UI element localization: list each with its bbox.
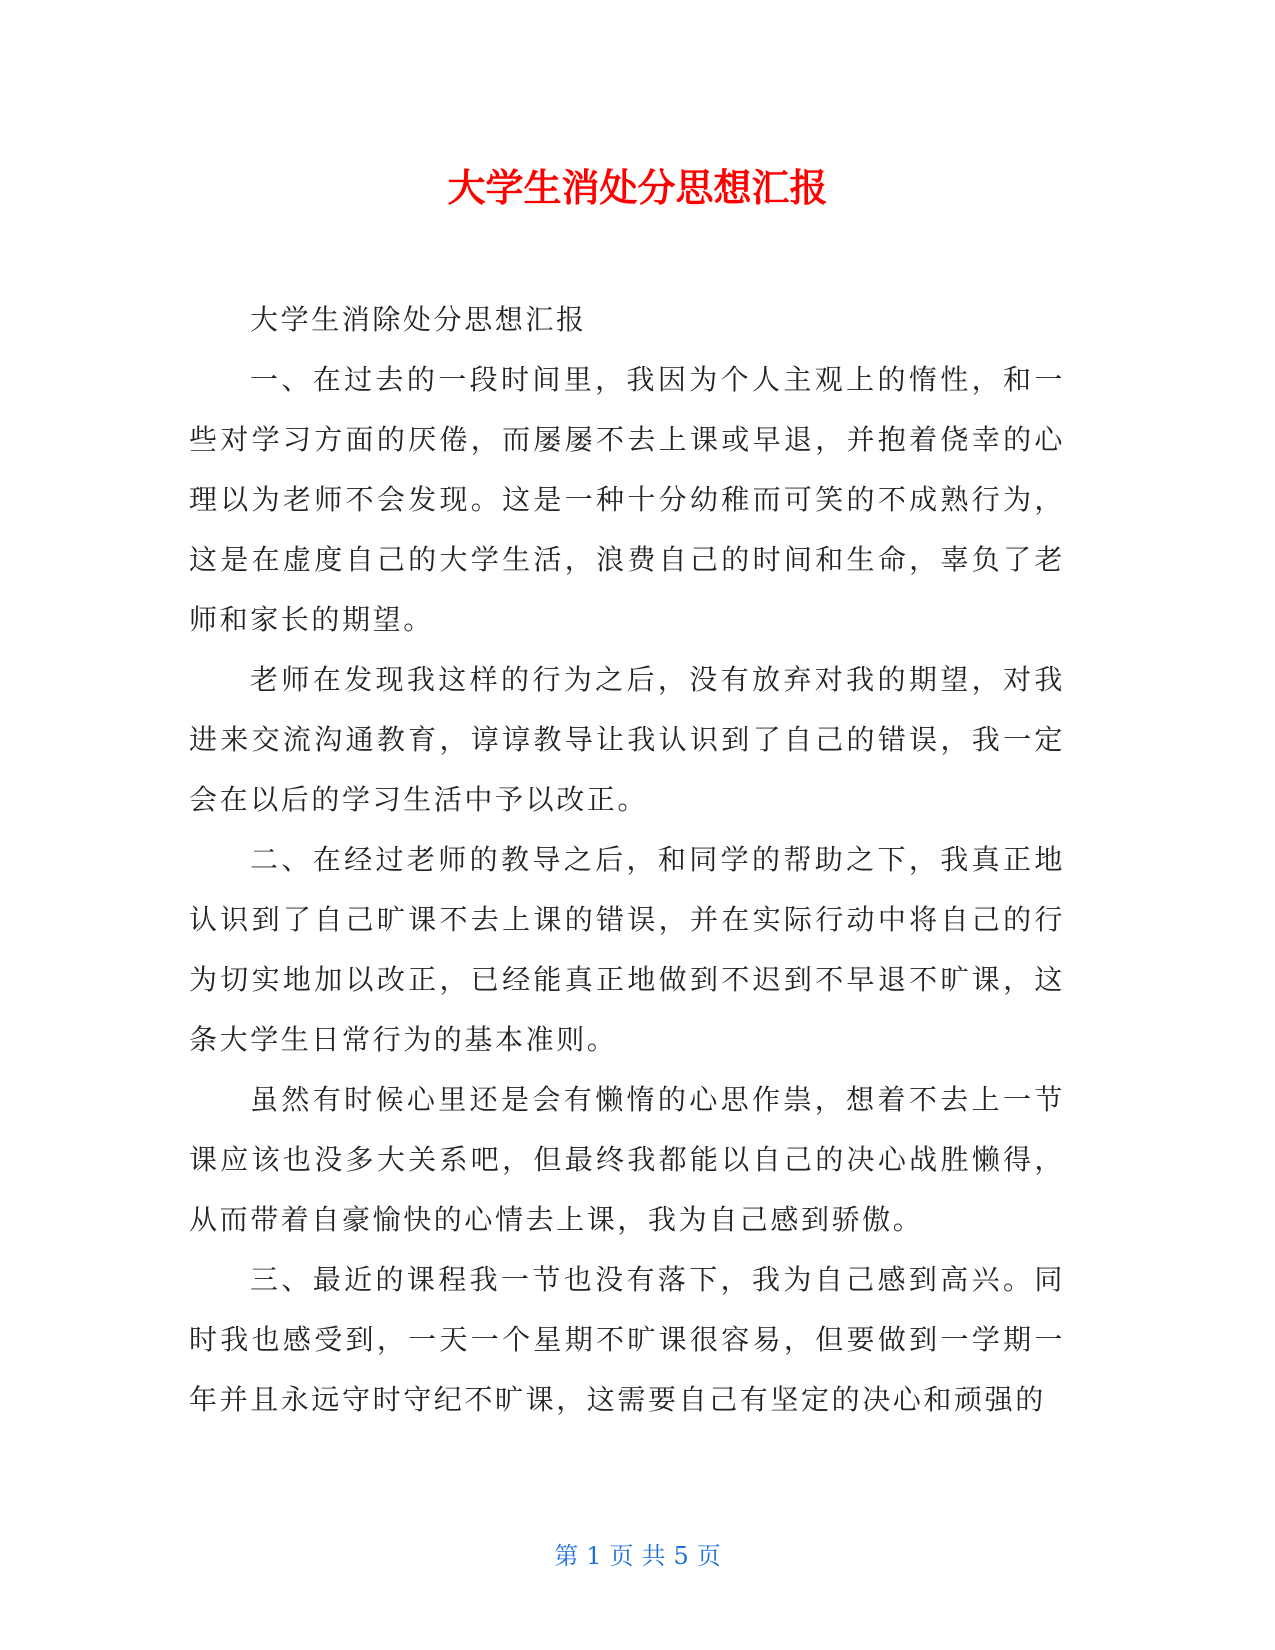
footer-total-prefix: 共 (641, 1542, 666, 1570)
paragraph-subtitle: 大学生消除处分思想汇报 (250, 303, 587, 336)
paragraph-4: 虽然有时候心里还是会有懒惰的心思作祟，想着不去上一节课应该也没多大关系吧，但最终我都能以自己的决心战胜懒得，从而带着自豪愉快的心情去上课，我为自己感到骄傲。 (189, 1083, 1065, 1236)
footer-page-prefix: 第 (554, 1542, 579, 1570)
paragraph-5: 三、最近的课程我一节也没有落下，我为自己感到高兴。同时我也感受到，一天一个星期不旷课很容易，但要做到一学期一年并且永远守时守纪不旷课，这需要自己有坚定的决心和顽强的 (189, 1263, 1065, 1416)
paragraph-1: 一、在过去的一段时间里，我因为个人主观上的惰性，和一些对学习方面的厌倦，而屡屡不去上课或早退，并抱着侥幸的心理以为老师不会发现。这是一种十分幼稚而可笑的不成熟行为，这是在虚度自己的大学生活，浪费自己的时间和生命，辜负了老师和家长的期望。 (189, 363, 1065, 636)
footer-page-number: 1 (586, 1542, 602, 1570)
footer-page-mid: 页 (609, 1542, 634, 1570)
document-body (189, 290, 1065, 1430)
paragraph-2: 老师在发现我这样的行为之后，没有放弃对我的期望，对我进来交流沟通教育，谆谆教导让我认识到了自己的错误，我一定会在以后的学习生活中予以改正。 (189, 663, 1065, 816)
page-footer (0, 1541, 1275, 1571)
footer-total-pages: 5 (673, 1542, 689, 1570)
document-title: 大学生消处分思想汇报 (447, 166, 828, 210)
footer-total-suffix: 页 (696, 1542, 721, 1570)
paragraph-3: 二、在经过老师的教导之后，和同学的帮助之下，我真正地认识到了自己旷课不去上课的错误，并在实际行动中将自己的行为切实地加以改正，已经能真正地做到不迟到不早退不旷课，这条大学生日常行为的基本准则。 (189, 843, 1065, 1056)
